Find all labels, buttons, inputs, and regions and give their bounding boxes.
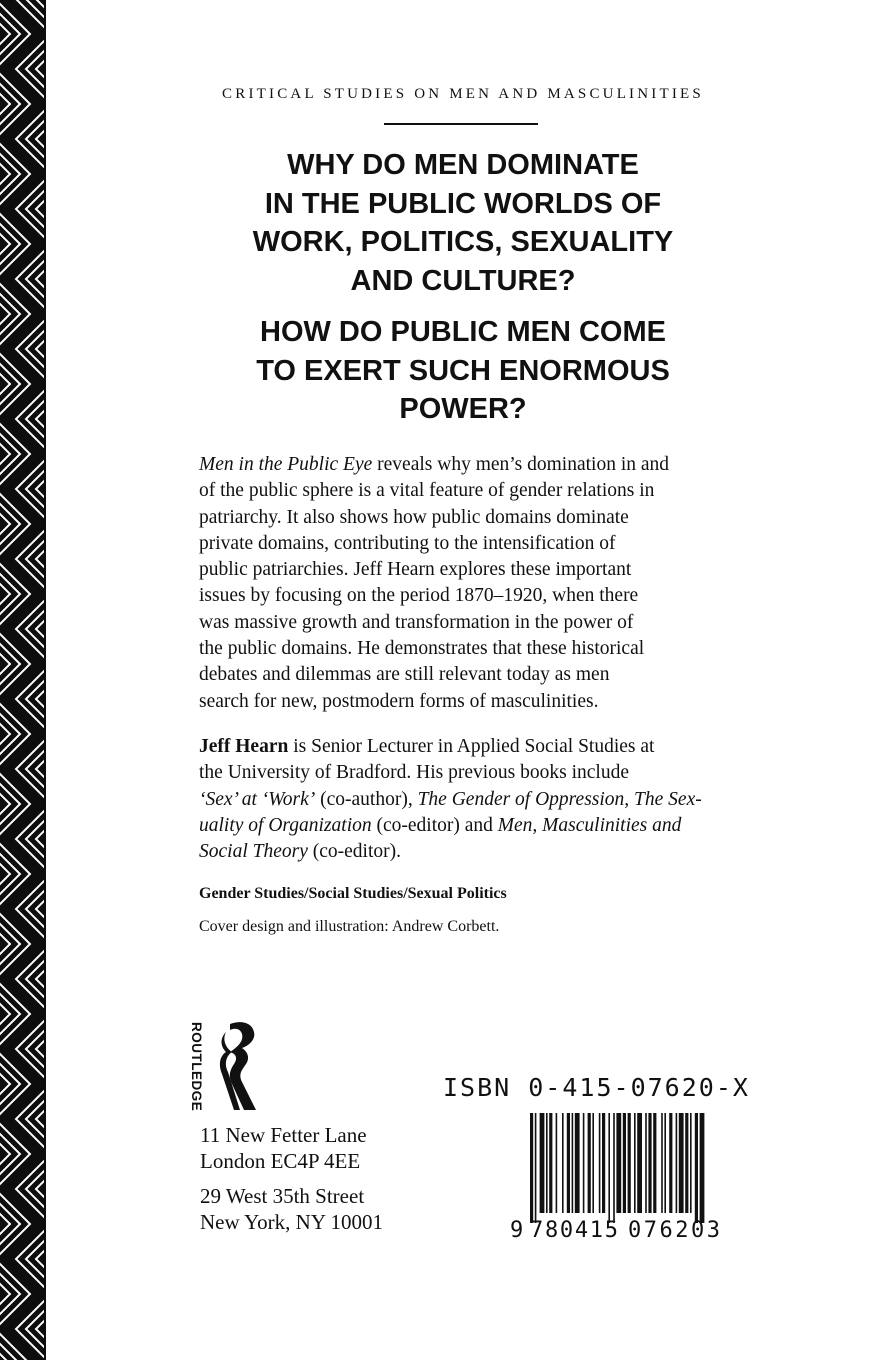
barcode-bar [546,1113,548,1213]
address-us [200,1183,383,1235]
barcode-bar [700,1113,705,1223]
barcode-bar [616,1113,621,1213]
book-description [199,452,744,715]
barcode-bar [575,1113,580,1213]
bio-line [199,839,744,865]
barcode-bar [602,1113,605,1213]
blurb-line: public patriarchies. Jeff Hearn explores these important [199,559,632,581]
barcode-lead-digit: 9 [510,1218,524,1243]
barcode-bar [685,1113,688,1213]
divider-rule [384,123,538,125]
book-title: Men, Masculinities and [497,814,682,836]
barcode-bar [583,1113,585,1213]
series-title: CRITICAL STUDIES ON MEN AND MASCULINITIES [222,86,704,102]
bio-text: (co-editor). [307,841,401,863]
address-uk [200,1122,367,1174]
barcode-bar [549,1113,552,1213]
barcode-bar [628,1113,631,1213]
barcode-bars [530,1113,704,1223]
barcode-bar [690,1113,692,1213]
barcode-bar [613,1113,615,1223]
barcode-bar [664,1113,666,1213]
barcode-bar [572,1113,574,1213]
barcode-bar [623,1113,626,1213]
book-title: Men in the Public Eye [199,454,373,475]
barcode-bar [695,1113,698,1223]
bio-line [199,787,744,813]
barcode-bar [679,1113,684,1213]
book-title: uality of Organization [199,814,372,836]
headline-line: HOW DO PUBLIC MEN COME [260,316,666,348]
address-line: New York, NY 10001 [200,1210,383,1234]
headline-line: AND CULTURE? [350,264,576,297]
barcode-right-digits: 076203 [628,1218,720,1243]
address-line: London EC4P 4EE [200,1149,361,1173]
bio-line: the University of Bradford. His previous books include [199,762,630,784]
barcode-bar [637,1113,642,1213]
barcode-bar [535,1113,537,1223]
barcode-bar [592,1113,594,1213]
headline-question-1 [46,146,880,300]
barcode-bar [634,1113,636,1213]
book-title: ‘Sex’ at ‘Work’ [199,788,316,810]
blurb-line: the public domains. He demonstrates that these historical [199,638,645,660]
barcode [502,1113,732,1243]
author-name: Jeff Hearn [199,736,289,757]
book-title: The Gender of Oppression, The Sex- [417,788,702,810]
barcode-bar [669,1113,672,1213]
barcode-bar [608,1113,610,1223]
barcode-bar [645,1113,647,1213]
blurb-line: search for new, postmodern forms of masculinities. [199,690,599,712]
barcode-bar [653,1113,656,1213]
headline-line: WHY DO MEN DOMINATE [287,149,639,181]
routledge-logo-icon [196,1018,276,1118]
bio-line [199,734,744,760]
decorative-pattern-border [0,0,46,1360]
blurb-line [199,452,744,478]
barcode-bar [676,1113,678,1213]
publisher-name: ROUTLEDGE [189,1022,204,1112]
headline-question-2 [46,313,880,429]
headline-line: IN THE PUBLIC WORLDS OF [264,187,662,220]
barcode-bar [556,1113,558,1213]
blurb-line: of the public sphere is a vital feature of gender relations in [199,480,655,502]
barcode-bar [540,1113,545,1213]
barcode-bar [588,1113,591,1213]
blurb-line: issues by focusing on the period 1870–1920, when there [199,585,639,607]
isbn-number: ISBN 0-415-07620-X [443,1073,750,1102]
headline-line: POWER? [399,393,527,425]
bio-text: (co-author), [315,788,418,810]
subject-categories: Gender Studies/Social Studies/Sexual Politics [199,885,507,902]
barcode-left-digits: 780415 [530,1218,618,1243]
blurb-text: reveals why men’s domination in and [372,454,670,475]
headline-line: TO EXERT SUCH ENORMOUS [256,354,670,387]
headline-line: WORK, POLITICS, SEXUALITY [252,226,674,258]
bio-text: is Senior Lecturer in Applied Social Studies at [288,736,655,757]
bio-text: (co-editor) and [371,814,498,836]
cover-credit: Cover design and illustration: Andrew Corbett. [199,918,500,935]
blurb-line: patriarchy. It also shows how public domains dominate [199,506,629,528]
book-title: Social Theory [199,841,308,863]
barcode-bar [530,1113,533,1223]
barcode-bar [599,1113,601,1213]
address-line: 11 New Fetter Lane [200,1123,367,1147]
author-bio [199,734,744,865]
barcode-bar [567,1113,570,1213]
barcode-bar [562,1113,564,1213]
bio-line [199,813,744,839]
barcode-bar [648,1113,651,1213]
address-line: 29 West 35th Street [200,1184,365,1208]
barcode-bar [661,1113,663,1213]
blurb-line: debates and dilemmas are still relevant today as men [199,664,610,686]
blurb-line: was massive growth and transformation in the power of [199,611,634,633]
blurb-line: private domains, contributing to the intensification of [199,532,616,554]
